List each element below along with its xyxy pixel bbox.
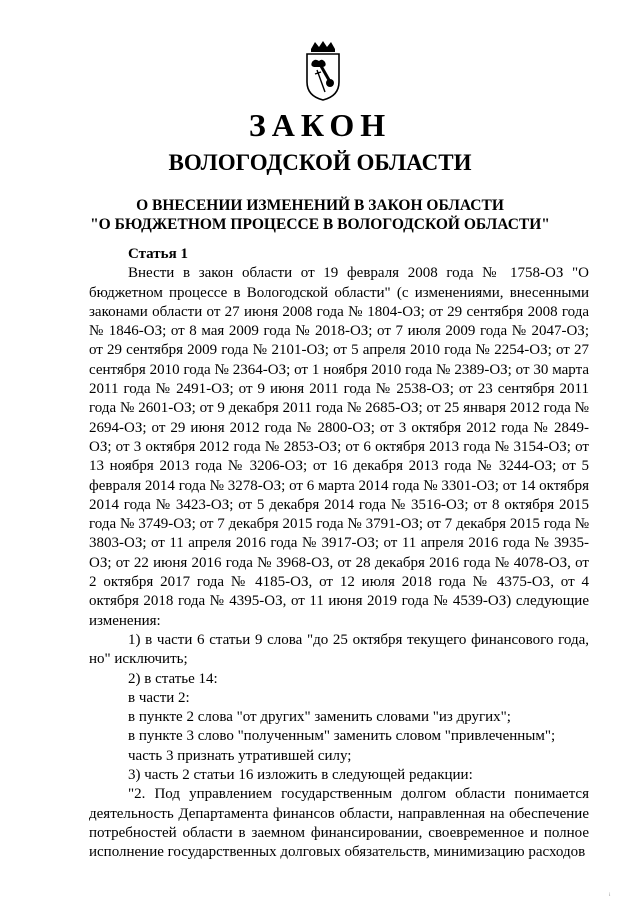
item-1: 1) в части 6 статьи 9 слова "до 25 октября текущего финансового года, но" исключить; xyxy=(89,631,589,668)
vologda-coat-of-arms-icon xyxy=(303,40,343,102)
quote-paragraph: "2. Под управлением государственным долгом области понимается деятельность Департамента финансов области, направленная на обеспечение потребностей области в заемном финансировании, своевременное и полное исполнение государственных долговых обязательств, минимизацию расходов xyxy=(89,786,589,861)
item-2-point-2: в пункте 2 слова "от других" заменить словами "из других"; xyxy=(128,709,511,726)
article-heading: Статья 1 xyxy=(128,246,188,262)
item-2: 2) в статье 14: xyxy=(128,670,218,687)
document-title: ЗАКОН xyxy=(248,107,392,143)
item-3: 3) часть 2 статьи 16 изложить в следующей редакции: xyxy=(128,767,473,784)
page-mark: i xyxy=(609,893,611,898)
subtitle-line-1: О ВНЕСЕНИИ ИЗМЕНЕНИЙ В ЗАКОН ОБЛАСТИ xyxy=(136,197,504,214)
subtitle-line-2: "О БЮДЖЕТНОМ ПРОЦЕССЕ В ВОЛОГОДСКОЙ ОБЛАСТИ" xyxy=(90,216,550,233)
item-2-part-3: часть 3 признать утратившей силу; xyxy=(128,747,352,764)
intro-paragraph: Внести в закон области от 19 февраля 2008 года № 1758-ОЗ "О бюджетном процессе в Вологодской области" (с изменениями, внесенными законами области от 27 июня 2008 года № 1804-ОЗ; от 29 сентября 2008 года № 1846-ОЗ; от 8 мая 2009 года № 2018-ОЗ; от 7 июля 2009 года № 2047-ОЗ; от 29 сентября 2009 года № 2101-ОЗ; от 5 апреля 2010 года № 2254-ОЗ; от 27 сентября 2010 года № 2364-ОЗ; от 1 ноября 2010 года № 2389-ОЗ; от 30 марта 2011 года № 2491-ОЗ; от 9 июня 2011 года № 2538-ОЗ; от 23 сентября 2011 года № 2601-ОЗ; от 9 декабря 2011 года № 2685-ОЗ; от 25 января 2012 года № 2694-ОЗ; от 29 июня 2012 года № 2800-ОЗ; от 3 октября 2012 года № 2849-ОЗ; от 3 октября 2012 года № 2853-ОЗ; от 6 октября 2013 года № 3154-ОЗ; от 13 ноября 2013 года № 3206-ОЗ; от 16 декабря 2013 года № 3244-ОЗ; от 5 февраля 2014 года № 3278-ОЗ; от 6 марта 2014 года № 3301-ОЗ; от 14 октября 2014 года № 3423-ОЗ; от 5 декабря 2014 года № 3516-ОЗ; от 8 октября 2015 года № 3749-ОЗ; от 7 декабря 2015 года № 3791-ОЗ; от 7 декабря 2015 года № 3803-ОЗ; от 11 апреля 2016 года № 3917-ОЗ; от 11 апреля 2016 года № 3935-ОЗ; от 22 июня 2016 года № 3968-ОЗ, от 28 декабря 2016 года № 4078-ОЗ, от 2 октября 2017 года № 4185-ОЗ, от 12 июля 2018 года № 4375-ОЗ, от 4 октября 2018 года № 4395-ОЗ, от 11 июня 2019 года № 4539-ОЗ) следующие изменения: xyxy=(89,265,589,629)
document-region: ВОЛОГОДСКОЙ ОБЛАСТИ xyxy=(168,150,472,175)
document-body xyxy=(89,245,589,863)
document-subtitle xyxy=(0,196,640,234)
item-2-part: в части 2: xyxy=(128,689,190,706)
item-2-point-3: в пункте 3 слово "полученным" заменить словом "привлеченным"; xyxy=(128,728,556,745)
